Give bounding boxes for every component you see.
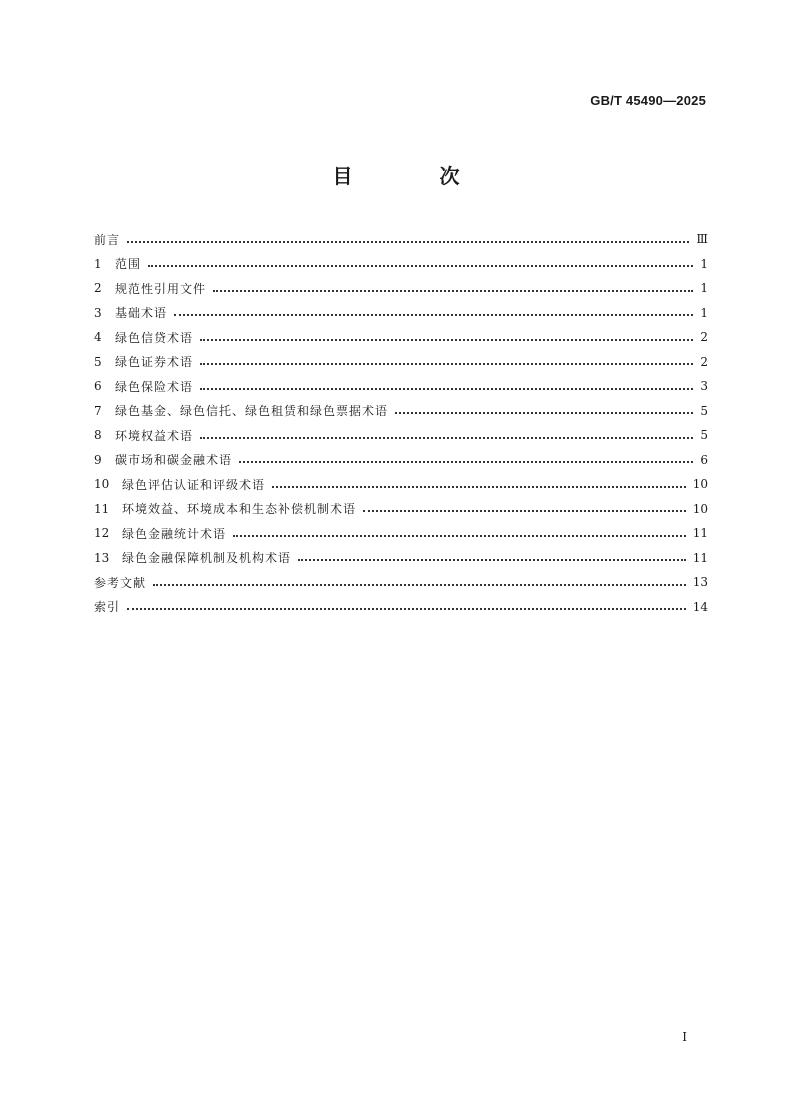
toc-entry-number: 10: [94, 477, 110, 492]
toc-entry-label: 绿色信贷术语: [115, 330, 194, 345]
page-folio: I: [682, 1030, 687, 1044]
dot-leader: [200, 436, 693, 439]
toc-entry[interactable]: [94, 399, 708, 424]
toc-entry-number: 9: [94, 452, 102, 467]
toc-entry-label: 索引: [94, 600, 121, 615]
toc-entry-page: 1: [700, 256, 708, 271]
toc-entry-label: 基础术语: [115, 306, 168, 321]
toc-entry[interactable]: [94, 423, 708, 448]
toc-entry-label: 绿色保险术语: [115, 379, 194, 394]
toc-entry-label: 环境效益、环境成本和生态补偿机制术语: [122, 502, 357, 517]
toc-entry[interactable]: [94, 448, 708, 473]
dot-leader: [233, 534, 686, 537]
toc-entry-label: 环境权益术语: [115, 428, 194, 443]
dot-leader: [200, 338, 693, 341]
toc-entry-page: 3: [700, 379, 708, 394]
toc-entry-label: 绿色证券术语: [115, 355, 194, 370]
toc-entry-number: 7: [94, 403, 102, 418]
dot-leader: [239, 460, 693, 463]
toc-entry-label: 碳市场和碳金融术语: [115, 453, 233, 468]
toc-entry-label: 绿色评估认证和评级术语: [122, 477, 266, 492]
toc-entry-page: 5: [700, 403, 708, 418]
toc-entry-page: 1: [700, 305, 708, 320]
toc-entry-number: 8: [94, 428, 102, 443]
toc-entry-label: 绿色金融保障机制及机构术语: [122, 551, 292, 566]
toc-entry-page: 11: [692, 550, 708, 565]
toc-entry[interactable]: [94, 521, 708, 546]
dot-leader: [174, 313, 693, 316]
toc-entry[interactable]: [94, 252, 708, 277]
toc-entry-page: 13: [692, 575, 708, 590]
standard-number: GB/T 45490—2025: [590, 93, 706, 108]
toc-entry-label: 绿色金融统计术语: [122, 526, 227, 541]
toc-entry-number: 13: [94, 550, 110, 565]
toc-entry-number: 12: [94, 526, 110, 541]
toc-entry-number: 5: [94, 354, 102, 369]
toc-entry-number: 6: [94, 379, 102, 394]
dot-leader: [127, 607, 686, 610]
dot-leader: [200, 387, 693, 390]
toc-entry-number: 1: [94, 256, 102, 271]
dot-leader: [395, 411, 693, 414]
toc-entry[interactable]: [94, 472, 708, 497]
toc-entry-label: 范围: [115, 257, 142, 272]
dot-leader: [298, 558, 686, 561]
toc-entry[interactable]: [94, 325, 708, 350]
toc-entry-page: 11: [692, 526, 708, 541]
dot-leader: [200, 362, 693, 365]
dot-leader: [272, 485, 686, 488]
dot-leader: [363, 509, 686, 512]
toc-entry[interactable]: [94, 497, 708, 522]
toc-entry[interactable]: [94, 227, 708, 252]
toc-entry-page: 6: [700, 452, 708, 467]
toc-entry[interactable]: [94, 546, 708, 571]
dot-leader: [127, 240, 689, 243]
toc-entry-page: 14: [692, 599, 708, 614]
toc-entry-page: 5: [700, 428, 708, 443]
toc-entry-page: 1: [700, 281, 708, 296]
toc-entry-label: 规范性引用文件: [115, 281, 207, 296]
toc-entry-label: 前言: [94, 232, 121, 247]
toc-entry-page: 2: [700, 354, 708, 369]
toc-entry-page: 10: [692, 477, 708, 492]
toc-entry-number: 3: [94, 305, 102, 320]
dot-leader: [148, 264, 693, 267]
toc-entry[interactable]: [94, 570, 708, 595]
toc-entry-label: 绿色基金、绿色信托、绿色租赁和绿色票据术语: [115, 404, 389, 419]
toc-entry[interactable]: [94, 350, 708, 375]
toc-entry-number: 2: [94, 281, 102, 296]
toc-entry-label: 参考文献: [94, 575, 147, 590]
toc-entry-number: 11: [94, 501, 110, 516]
toc-list: [94, 227, 708, 619]
toc-entry-page: Ⅲ: [696, 232, 708, 247]
toc-entry-number: 4: [94, 330, 102, 345]
toc-entry[interactable]: [94, 595, 708, 620]
toc-entry[interactable]: [94, 301, 708, 326]
dot-leader: [213, 289, 693, 292]
toc-entry[interactable]: [94, 374, 708, 399]
dot-leader: [153, 583, 686, 586]
toc-title: 目 次: [332, 164, 500, 188]
toc-entry[interactable]: [94, 276, 708, 301]
toc-entry-page: 10: [692, 501, 708, 516]
toc-entry-page: 2: [700, 330, 708, 345]
